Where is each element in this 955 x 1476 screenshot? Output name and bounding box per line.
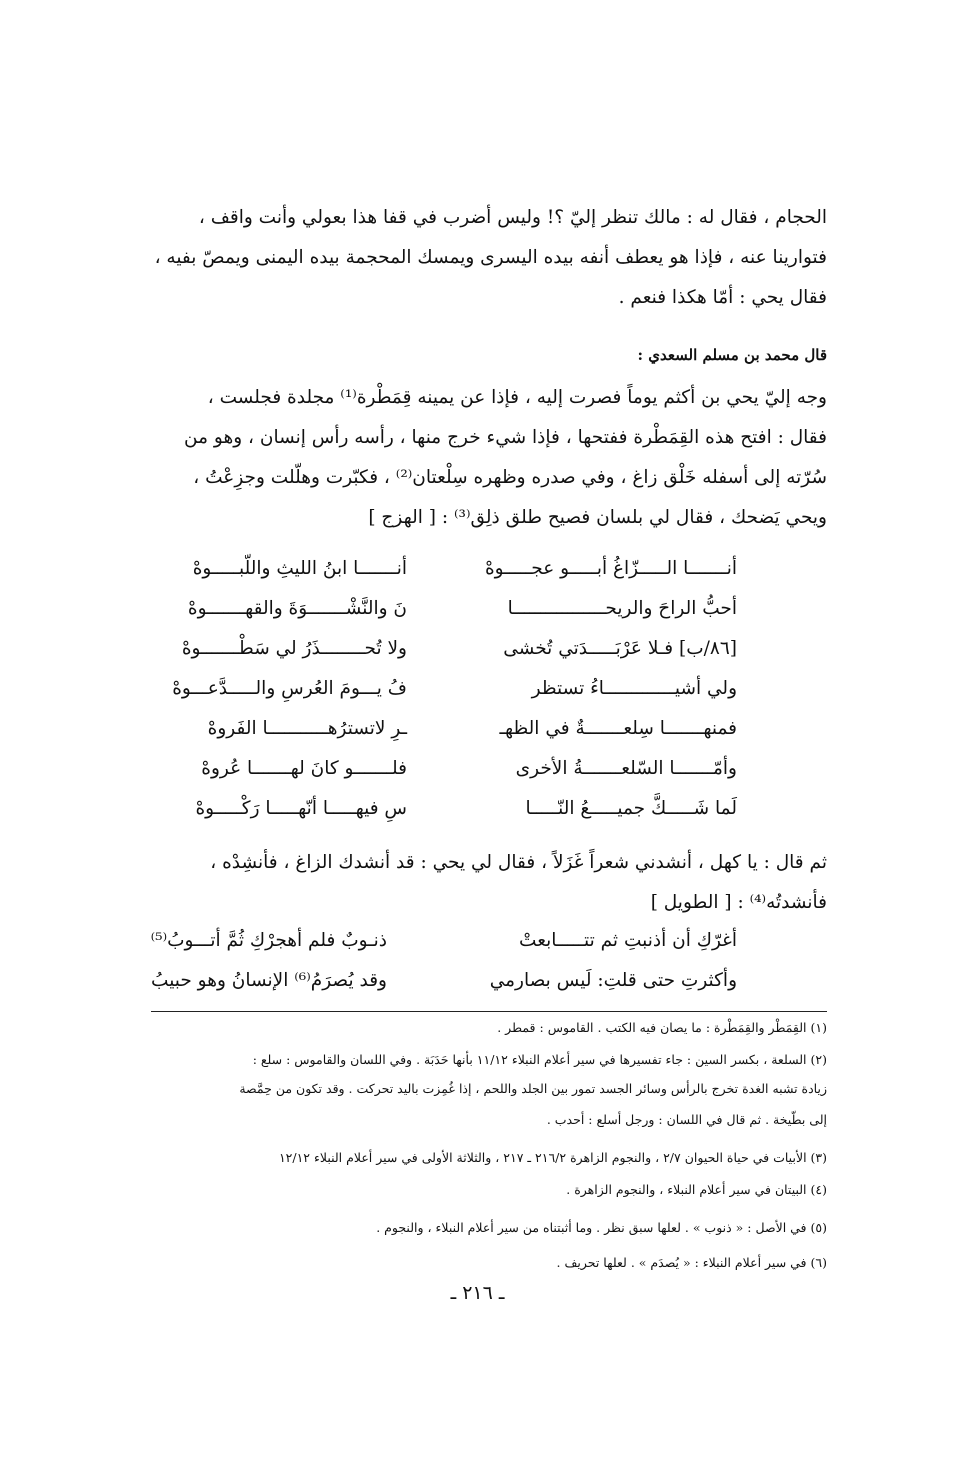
verse-first-hemistich: فمنهـــــــا سِلعـــــــةٌ في الظهـ xyxy=(499,718,737,739)
footnote: (٣) الأبيات في حياة الحيوان ٢/٧ ، والنجوم الزاهرة ٢١٦/٢ ـ ٢١٧ ، والثلاثة الأولى في سير أعلام النبلاء ١٢/١٢ xyxy=(278,1150,827,1165)
verse-second-hemistich: وقد يُصرَمُ⁽⁶⁾ الإنسانُ وهو حبيبُ xyxy=(151,970,387,991)
paragraph-line: سُرّته إلى أسفله خَلْق زاغ ، وفي صدره وظهره سِلْعتان⁽²⁾ ، فكبّرت وهلّلت وجزِعْتُ ، xyxy=(193,467,827,488)
verse-first-hemistich: أغرّكِ أن أذنبتِ ثم تتـــــابعتْ xyxy=(519,930,737,951)
footnote-continuation: إلى بطّيخة . ثم قال في اللسان : ورجل أسلع : أحدب . xyxy=(546,1112,827,1127)
verse-second-hemistich: ذنـوبٌ فلم أهجرْكِ ثُمَّ أتـــوبُ⁽⁵⁾ xyxy=(150,930,387,951)
paragraph-line: الحجام ، فقال له : مالك تنظر إليّ ؟! وليس أضرب في قفا هذا بعولي وأنت واقف ، xyxy=(198,207,827,228)
section-heading: قال محمد بن مسلم السعدي : xyxy=(637,346,827,364)
paragraph-line: ويحي يَضحك ، فقال لي بلسان فصيح طلق ذلِق⁽³⁾ : [ الهزج ] xyxy=(368,507,827,528)
footnote-continuation: زيادة تشبه الغدة تخرج بالرأس وسائر الجسد تمور بين الجلد واللحم ، إذا غُمِزت باليد تحركت . وقد تكون من حِمَّصة xyxy=(239,1081,827,1096)
verse-first-hemistich: أحبُّ الراحَ والريحـــــــــــــــــا xyxy=(507,598,737,619)
verse-first-hemistich: وأمّـــــــا السّلعـــــــةُ الأخرى xyxy=(515,758,737,779)
paragraph-line: ثم قال : يا كهل ، أنشدني شعراً غَزَلاً ، فقال لي يحي : قد أنشدك الزاغ ، فأنشِدْه ، xyxy=(210,852,827,873)
verse-second-hemistich: ـرِ لاتسترُهـــــــــــا الفَروهْ xyxy=(207,718,407,739)
verse-second-hemistich: نَ والنَّشْـــــــوَةَ والقهـــــــوهْ xyxy=(187,598,407,619)
footnote: (٥) في الأصل : « ذنوب » . لعلها سبق نظر . وما أثبتناه من سير أعلام النبلاء ، والنجوم . xyxy=(376,1220,827,1235)
page-number: ـ ٢١٦ ـ xyxy=(450,1282,505,1304)
paragraph-line: فقال يحي : أمّا هكذا فنعم . xyxy=(618,287,827,308)
paragraph-line: فتوارينا عنه ، فإذا هو يعطف أنفه بيده اليسرى ويمسك المحجمة بيده اليمنى ويمصّ بفيه ، xyxy=(154,247,827,268)
footnote: (٦) في سير أعلام النبلاء : « يُصدَم » . لعلها تحريف . xyxy=(556,1255,827,1270)
verse-first-hemistich: وأكثرتِ حتى قلتِ: لَيس بصارمي xyxy=(489,970,737,991)
paragraph-line: فقال : افتح هذه القِمَطْرة ففتحها ، فإذا شيء خرج منها ، رأسه رأس إنسان ، وهو من xyxy=(184,427,827,448)
footnote-separator xyxy=(151,1011,827,1012)
verse-first-hemistich: أنـــــــا الـــــزّاغُ أبـــــو عجـــــوهْ xyxy=(484,558,737,579)
paragraph-line: وجه إليّ يحي بن أكثم يوماً فصرت إليه ، فإذا عن يمينه قِمَطْرة⁽¹⁾ مجلدة فجلست ، xyxy=(207,387,827,408)
verse-second-hemistich: ولا تُحــــــــذَرُ لي سَطْـــــــوهْ xyxy=(181,638,407,659)
verse-first-hemistich: ولي أشيـــــــــــــاءُ تستظر xyxy=(531,678,737,699)
paragraph-line: فأنشدتُه⁽⁴⁾ : [ الطويل ] xyxy=(650,892,827,913)
footnote: (٤) البيتان في سير أعلام النبلاء ، والنجوم الزاهرة . xyxy=(566,1182,827,1197)
footnote: (٢) السلعة ، بكسر السين : جاء تفسيرها في سير أعلام النبلاء ١١/١٢ بأنها حَدَبَة . وفي اللسان والقاموس : سلع : xyxy=(252,1052,827,1067)
verse-second-hemistich: فلـــــــو كانَ لهـــــــا عُروهْ xyxy=(201,758,407,779)
footnote: (١) القِمَطْر والقِمَطْرة : ما يصان فيه الكتب . القاموس : قمطر . xyxy=(497,1020,827,1035)
verse-first-hemistich: لَما شَـــــكَّ جميـــــعُ النّـــــا xyxy=(525,798,737,819)
verse-second-hemistich: سِ فيهـــــا أنّهـــــا رَكْـــــوهْ xyxy=(195,798,407,819)
verse-second-hemistich: فُ يـــومَ العُرسِ والـــــدَّعـــوهْ xyxy=(172,678,407,699)
verse-first-hemistich: [٨٦/ب] فـلا عَرْبَـــــدَتي تُخشى xyxy=(503,638,737,659)
verse-second-hemistich: أنـــــــا ابنُ الليثِ واللّبـــــوهْ xyxy=(192,558,407,579)
